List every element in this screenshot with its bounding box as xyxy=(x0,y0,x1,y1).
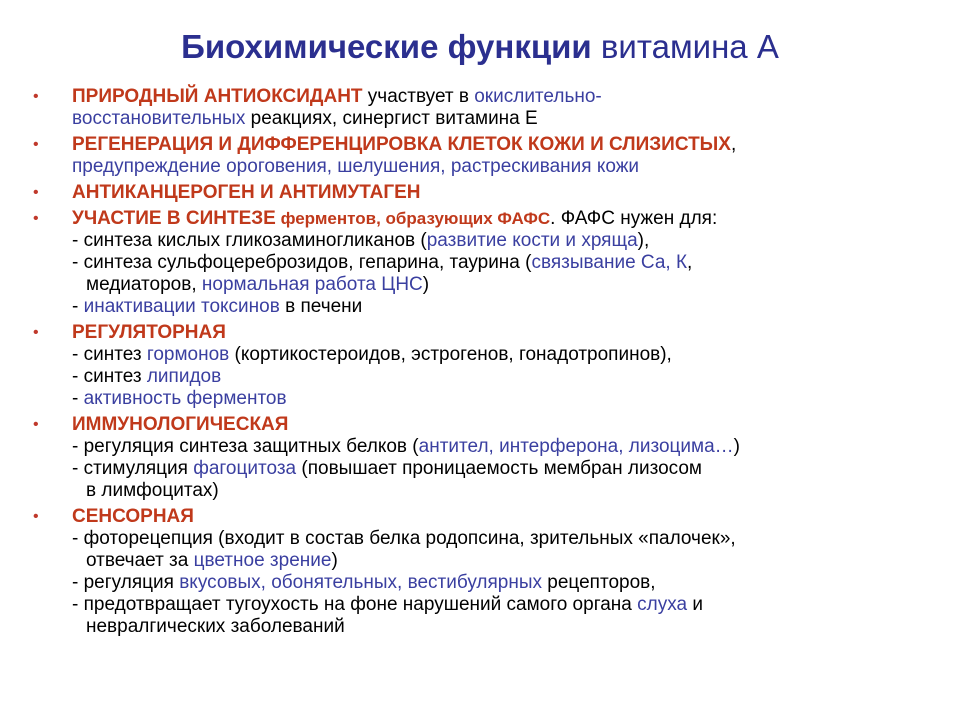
list-item xyxy=(0,208,960,318)
list-item xyxy=(0,182,960,204)
body-text: - регуляция xyxy=(72,572,180,593)
highlight-text: связывание Са, К xyxy=(531,252,688,273)
highlight-text: слуха xyxy=(637,594,688,615)
body-text: невралгических заболеваний xyxy=(86,616,345,637)
heading-text: РЕГУЛЯТОРНАЯ xyxy=(72,322,226,343)
body-text: ) xyxy=(331,550,338,571)
highlight-text: нормальная работа ЦНС xyxy=(201,274,423,295)
body-text: . ФАФС нужен для: xyxy=(550,208,718,229)
text-line xyxy=(72,414,960,436)
text-line xyxy=(72,182,960,204)
list-item xyxy=(0,414,960,502)
body-text: , xyxy=(687,252,693,273)
body-text: и xyxy=(687,594,703,615)
heading-text: АНТИКАНЦЕРОГЕН И АНТИМУТАГЕН xyxy=(72,182,421,203)
text-line xyxy=(72,572,960,594)
text-line xyxy=(72,134,960,156)
bullet-icon: • xyxy=(33,184,39,201)
highlight-text: предупреждение ороговения, шелушения, растрескивания кожи xyxy=(72,156,640,177)
text-line xyxy=(72,366,960,388)
text-line xyxy=(72,506,960,528)
text-line xyxy=(72,86,960,108)
body-text: ) xyxy=(422,274,430,295)
bullet-icon: • xyxy=(33,508,39,525)
body-text: - регуляция синтеза защитных белков ( xyxy=(72,436,419,457)
text-line xyxy=(72,322,960,344)
heading-text: РЕГЕНЕРАЦИЯ И ДИФФЕРЕНЦИРОВКА КЛЕТОК КОЖИ И СЛИЗИСТЫХ xyxy=(72,134,731,155)
body-text: в печени xyxy=(279,296,363,317)
highlight-text: восстановительных xyxy=(72,108,246,129)
bullet-icon: • xyxy=(33,210,39,227)
bullet-icon: • xyxy=(33,136,39,153)
text-line xyxy=(72,108,960,130)
heading-text: СЕНСОРНАЯ xyxy=(72,506,194,527)
bullet-icon: • xyxy=(33,416,39,433)
body-text: рецепторов, xyxy=(542,572,656,593)
highlight-text: цветное зрение xyxy=(193,550,332,571)
body-text: - синтез xyxy=(72,344,147,365)
highlight-text: развитие кости и хряща xyxy=(426,230,638,251)
text-line xyxy=(72,616,960,638)
title-bold: Биохимические функции xyxy=(181,28,592,65)
body-text: медиаторов, xyxy=(86,274,202,295)
text-line xyxy=(72,230,960,252)
heading-text: ферментов, образующих ФАФС xyxy=(275,209,551,228)
body-text: - предотвращает тугоухость на фоне нарушений самого органа xyxy=(72,594,638,615)
body-text: ) xyxy=(733,436,740,457)
body-text: - xyxy=(72,388,84,409)
body-text: ), xyxy=(637,230,650,251)
heading-text: ИММУНОЛОГИЧЕСКАЯ xyxy=(72,414,289,435)
title-normal: витамина А xyxy=(591,28,779,65)
highlight-text: фагоцитоза xyxy=(193,458,297,479)
heading-text: ПРИРОДНЫЙ АНТИОКСИДАНТ xyxy=(72,86,363,107)
body-text: (повышает проницаемость мембран лизосом xyxy=(296,458,702,479)
body-text: , xyxy=(730,134,737,155)
text-line xyxy=(72,528,960,550)
body-text: - синтез xyxy=(72,366,147,387)
bullet-icon: • xyxy=(33,324,39,341)
text-line xyxy=(72,156,960,178)
body-text: - стимуляция xyxy=(72,458,194,479)
heading-text: УЧАСТИЕ В СИНТЕЗЕ xyxy=(72,208,276,229)
text-line xyxy=(72,458,960,480)
list-item xyxy=(0,506,960,638)
body-text: реакциях, синергист витамина Е xyxy=(245,108,538,129)
text-line xyxy=(72,594,960,616)
body-text: отвечает за xyxy=(86,550,194,571)
text-line xyxy=(72,296,960,318)
highlight-text: инактивации токсинов xyxy=(83,296,280,317)
text-line xyxy=(72,252,960,274)
text-line xyxy=(72,480,960,502)
body-text: участвует в xyxy=(362,86,475,107)
highlight-text: активность ферментов xyxy=(83,388,287,409)
highlight-text: вкусовых, обонятельных, вестибулярных xyxy=(179,572,543,593)
page-title xyxy=(0,26,960,68)
highlight-text: гормонов xyxy=(146,344,230,365)
text-line xyxy=(72,208,960,230)
text-line xyxy=(72,436,960,458)
text-line xyxy=(72,388,960,410)
bullet-icon: • xyxy=(33,88,39,105)
highlight-text: окислительно- xyxy=(474,86,602,107)
body-text: - фоторецепция (входит в состав белка родопсина, зрительных «палочек», xyxy=(72,528,736,549)
highlight-text: липидов xyxy=(146,366,222,387)
body-text: - синтеза сульфоцереброзидов, гепарина, таурина ( xyxy=(72,252,532,273)
body-text: в лимфоцитах) xyxy=(86,480,219,501)
text-line xyxy=(72,274,960,296)
text-line xyxy=(72,550,960,572)
list-item xyxy=(0,134,960,178)
body-text: (кортикостероидов, эстрогенов, гонадотропинов), xyxy=(229,344,672,365)
list-item xyxy=(0,86,960,130)
list-item xyxy=(0,322,960,410)
body-text: - синтеза кислых гликозаминогликанов ( xyxy=(72,230,427,251)
body-text: - xyxy=(72,296,84,317)
text-line xyxy=(72,344,960,366)
highlight-text: антител, интерферона, лизоцима… xyxy=(418,436,734,457)
function-list xyxy=(0,86,960,642)
